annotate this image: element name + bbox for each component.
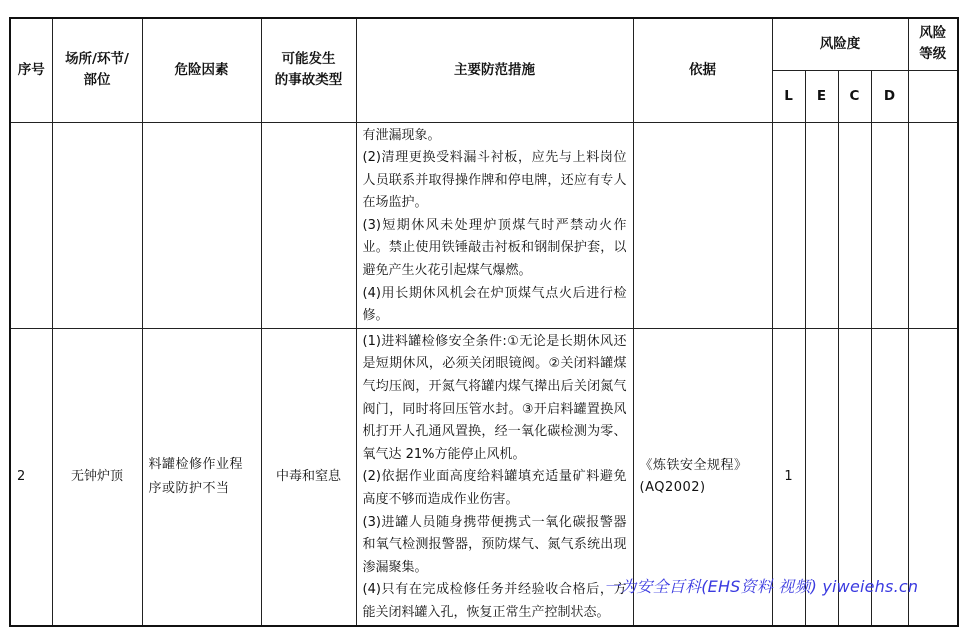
cell-location [52, 122, 142, 328]
header-risk-degree: 风险度 [772, 18, 908, 70]
header-seq: 序号 [10, 18, 52, 122]
measure-item: (2)依据作业面高度给料罐填充适量矿料避免高度不够而造成作业伤害。 [362, 469, 627, 507]
header-measures: 主要防范措施 [356, 18, 633, 122]
measure-item: (2)清理更换受料漏斗衬板，应先与上料岗位人员联系并取得操作牌和停电牌，还应有专人在场监护。 [362, 150, 627, 211]
header-basis: 依据 [633, 18, 772, 122]
cell-basis [633, 122, 772, 328]
measure-item: (3)进罐人员随身携带便携式一氧化碳报警器和氧气检测报警器，预防煤气、氮气系统出现渗漏聚集。 [362, 514, 627, 575]
watermark: 一为安全百科(EHS资料 视频) yiweiehs.cn [604, 577, 919, 596]
header-L: L [772, 70, 805, 122]
cell-measures [356, 122, 633, 328]
cell-E [805, 122, 838, 328]
header-accident: 可能发生 的事故类型 [261, 18, 356, 122]
cell-basis: 《炼铁安全规程》(AQ2002) [633, 328, 772, 626]
risk-table [9, 17, 959, 627]
header-location: 场所/环节/ 部位 [52, 18, 142, 122]
cell-D [871, 122, 908, 328]
cell-L [772, 122, 805, 328]
cell-accident: 中毒和窒息 [261, 328, 356, 626]
cell-seq: 2 [10, 328, 52, 626]
cell-seq [10, 122, 52, 328]
header-hazard: 危险因素 [142, 18, 261, 122]
header-D: D [871, 70, 908, 122]
header-C: C [838, 70, 871, 122]
header-risk-level-empty [908, 70, 958, 122]
cell-L: 1 [772, 328, 805, 626]
measure-item: (3)短期休风未处理炉顶煤气时严禁动火作业。禁止使用铁锤敲击衬板和钢制保护套，以避免产生火花引起煤气爆燃。 [362, 217, 627, 279]
measure-item: 有泄漏现象。 [362, 127, 441, 143]
cell-location: 无钟炉顶 [52, 328, 142, 626]
cell-level [908, 122, 958, 328]
header-risk-level: 风险 等级 [908, 18, 958, 70]
measure-item: (4)只有在完成检修任务并经验收合格后，方能关闭料罐入孔，恢复正常生产控制状态。 [362, 582, 627, 620]
table-row [10, 122, 958, 328]
cell-accident [261, 122, 356, 328]
measure-item: (1)进料罐检修安全条件:①无论是长期休风还是短期休风，必须关闭眼镜阀。②关闭料罐煤气均压阀，开氮气将罐内煤气撵出后关闭氮气阀门，同时将回压管水封。③开启料罐置换风机打开人孔通风置换，经一氧化碳检测为零、氧气达 21%方能停止风机。 [362, 333, 627, 462]
cell-measures [356, 328, 633, 626]
header-E: E [805, 70, 838, 122]
cell-hazard [142, 122, 261, 328]
cell-C [838, 122, 871, 328]
measure-item: (4)用长期休风机会在炉顶煤气点火后进行检修。 [362, 285, 627, 324]
cell-hazard: 料罐检修作业程序或防护不当 [142, 328, 261, 626]
